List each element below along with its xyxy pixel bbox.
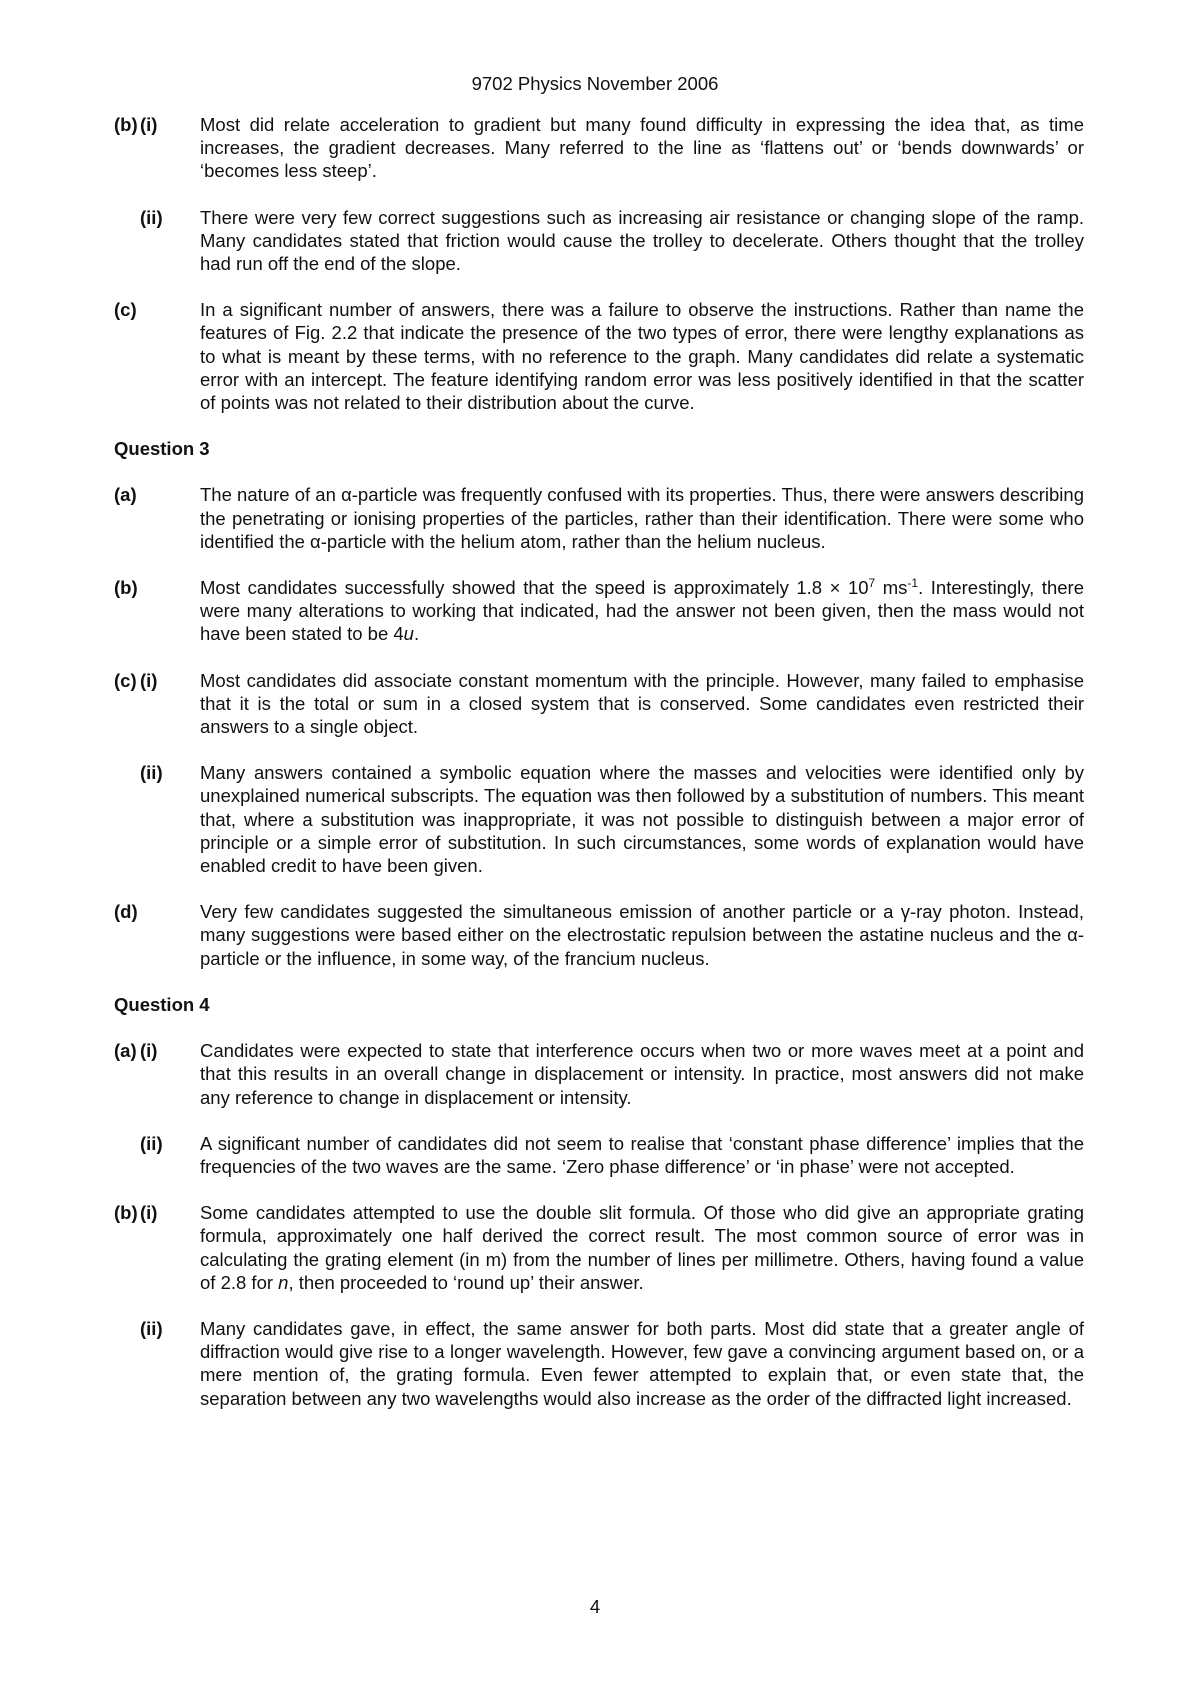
report-item: [114, 576, 1084, 646]
part-label: (d): [114, 901, 138, 923]
subpart-label: (ii): [140, 206, 163, 228]
part-label: (b): [114, 114, 138, 135]
subpart-label: (ii): [140, 762, 163, 784]
part-label: (a): [114, 1040, 137, 1062]
part-label: (c): [114, 299, 137, 321]
item-text: Most did relate acceleration to gradient but many found difficulty in expressing the idea that, as time increases, the gradient decreases. Many referred to the line as ‘flattens out’ or ‘bends downwards’ or ‘becomes less steep’.: [200, 114, 1084, 182]
subpart-label: (i): [140, 1202, 158, 1224]
report-item: [114, 298, 1084, 414]
report-item: [114, 900, 1084, 970]
item-text: In a significant number of answers, there was a failure to observe the instructions. Rather than name the features of Fig. 2.2 that indicate the presence of the two types of error, there were lengthy explanations as to what is meant by these terms, with no reference to the graph. Many candidates did relate a systematic error with an intercept. The feature identifying random error was less positively identified in that the scatter of points was not related to their distribution about the curve.: [200, 299, 1084, 414]
subpart-label: (ii): [140, 1132, 163, 1154]
item-text: Most candidates did associate constant momentum with the principle. However, many failed to emphasise that it is the total or sum in a closed system that is conserved. Some candidates even restricted their answers to a single object.: [200, 669, 1084, 738]
subpart-label: (i): [140, 114, 158, 135]
subpart-label: (i): [140, 1040, 158, 1062]
part-label: (a): [114, 484, 137, 506]
report-item: [114, 1201, 1084, 1294]
report-item: [114, 1039, 1084, 1109]
item-text: Many candidates gave, in effect, the same answer for both parts. Most did state that a greater angle of diffraction would give rise to a longer wavelength. However, few gave a convincing argument based on, or a mere mention of, the grating formula. Even fewer attempted to explain that, or even state that, the separation between any two wavelengths would also increase as the order of the diffracted light increased.: [200, 1317, 1084, 1409]
subpart-label: (ii): [140, 1317, 163, 1339]
item-text: Candidates were expected to state that interference occurs when two or more waves meet at a point and that this results in an overall change in displacement or intensity. In practice, most answers did not make any reference to change in displacement or intensity.: [200, 1040, 1084, 1108]
item-text: A significant number of candidates did not seem to realise that ‘constant phase difference’ implies that the frequencies of the two waves are the same. ‘Zero phase difference’ or ‘in phase’ were not accepted.: [200, 1132, 1084, 1177]
item-text: There were very few correct suggestions such as increasing air resistance or changing slope of the ramp. Many candidates stated that friction would cause the trolley to decelerate. Others thought that the trolley had run off the end of the slope.: [200, 206, 1084, 275]
page-number: 4: [589, 1596, 601, 1617]
report-item: [114, 113, 1084, 183]
running-header: 9702 Physics November 2006: [471, 73, 719, 94]
part-label: (b): [114, 1202, 138, 1224]
report-item: [114, 1317, 1084, 1410]
part-label: (b): [114, 577, 138, 599]
item-text: The nature of an α-particle was frequently confused with its properties. Thus, there were answers describing the penetrating or ionising properties of the particles, rather than their identification. There were some who identified the α-particle with the helium atom, rather than the helium nucleus.: [200, 484, 1084, 552]
item-text: Many answers contained a symbolic equation where the masses and velocities were identified only by unexplained numerical subscripts. The equation was then followed by a substitution of numbers. This meant that, where a substitution was inappropriate, it was not possible to distinguish between a major error of principle or a simple error of substitution. In such circumstances, some words of explanation would have enabled credit to have been given.: [200, 762, 1084, 877]
question-heading: Question 4: [114, 993, 210, 1015]
report-item: [114, 1132, 1084, 1178]
item-text: Most candidates successfully showed that the speed is approximately $1.8 \times 10^7$ $ms^{-1}$. Interestingly, there were many alterations to working that indicated, had the answer not been given, then the mass would not have been stated to be 4u.: [200, 575, 1084, 645]
report-item: [114, 761, 1084, 877]
report-item: [114, 483, 1084, 553]
report-body: [114, 113, 1084, 1433]
item-text: Some candidates attempted to use the double slit formula. Of those who did give an appropriate grating formula, approximately one half derived the correct result. The most common source of error was in calculating the grating element (in m) from the number of lines per millimetre. Others, having found a value of 2.8 for n, then proceeded to ‘round up’ their answer.: [200, 1202, 1084, 1293]
report-item: [114, 206, 1084, 276]
subpart-label: (i): [140, 669, 158, 691]
part-label: (c): [114, 669, 137, 691]
report-item: [114, 669, 1084, 739]
question-heading: Question 3: [114, 438, 210, 460]
item-text: Very few candidates suggested the simultaneous emission of another particle or a γ-ray photon. Instead, many suggestions were based either on the electrostatic repulsion between the astatine nucleus and the α-particle or the influence, in some way, of the francium nucleus.: [200, 901, 1084, 969]
